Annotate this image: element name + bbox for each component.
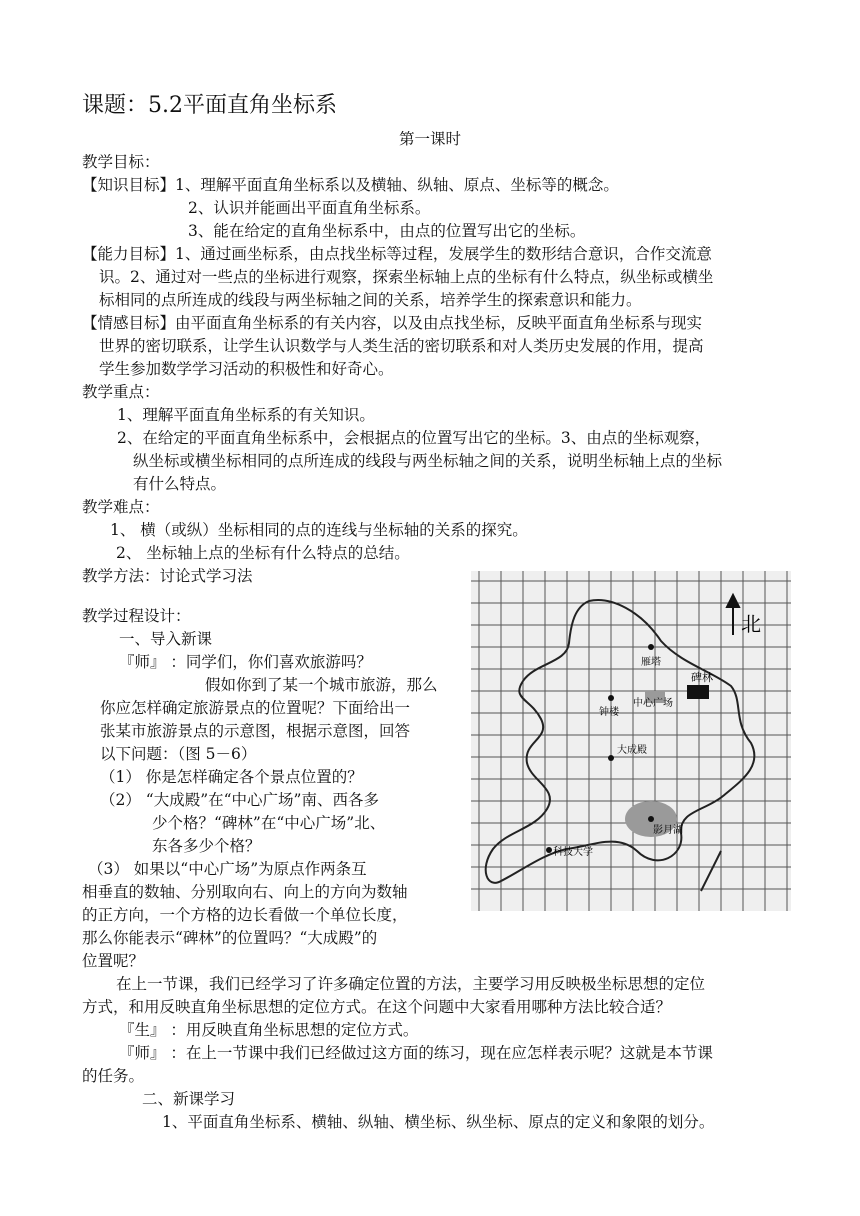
difficulties-heading: 教学难点： <box>82 498 160 516</box>
question-3-line-5: 位置呢？ <box>82 952 145 970</box>
map-label-dachengdian: 大成殿 <box>617 745 647 756</box>
teaching-method: 教学方法：讨论式学习法 <box>82 567 253 585</box>
ability-objective-line-3: 标相同的点所连成的线段与两坐标轴之间的关系，培养学生的探索意识和能力。 <box>99 291 642 309</box>
question-3-line-2: 相垂直的数轴、分别取向右、向上的方向为数轴 <box>82 883 408 901</box>
ability-objective-line-1: 【能力目标】1、通过画坐标系，由点找坐标等过程，发展学生的数形结合意识，合作交流意 <box>82 245 712 263</box>
key-point-2-line-1: 2、在给定的平面直角坐标系中，会根据点的位置写出它的坐标。3、由点的坐标观察， <box>117 429 711 447</box>
question-2-line-3: 东各多少个格？ <box>152 837 261 855</box>
beilin-block <box>687 685 709 699</box>
knowledge-objective-1: 【知识目标】1、理解平面直角坐标系以及横轴、纵轴、原点、坐标等的概念。 <box>82 176 619 194</box>
question-3-line-1: （3） 如果以“中心广场”为原点作两条互 <box>88 860 367 878</box>
teacher-question: 『师』 ：同学们，你们喜欢旅游吗？ <box>119 653 372 671</box>
emotion-objective-line-2: 世界的密切联系，让学生认识数学与人类生活的密切联系和对人类历史发展的作用，提高 <box>99 337 704 355</box>
tourist-map-figure <box>471 571 791 911</box>
map-label-beilin: 碑林 <box>691 671 713 684</box>
review-para-line-1: 在上一节课，我们已经学习了许多确定位置的方法，主要学习用反映极坐标思想的定位 <box>116 975 706 993</box>
teacher-reply-line-1: 『师』 ：在上一节课中我们已经做过这方面的练习，现在应怎样表示呢？这就是本节课 <box>119 1044 713 1062</box>
knowledge-objective-3: 3、能在给定的直角坐标系中，由点的位置写出它的坐标。 <box>188 222 586 240</box>
key-points-heading: 教学重点： <box>82 383 160 401</box>
question-3-line-3: 的正方向，一个方格的边长看做一个单位长度， <box>82 906 408 924</box>
question-2-line-2: 少个格？“碑林”在“中心广场”北、 <box>152 814 386 832</box>
emotion-objective-line-3: 学生参加数学学习活动的积极性和好奇心。 <box>99 360 394 378</box>
intro-para-line-2: 你应怎样确定旅游景点的位置呢？下面给出一 <box>100 699 411 717</box>
key-point-2-line-3: 有什么特点。 <box>133 475 227 493</box>
key-point-1: 1、理解平面直角坐标系的有关知识。 <box>117 406 375 424</box>
intro-para-line-4: 以下问题：（图 5－6） <box>100 745 257 763</box>
teacher-reply-line-2: 的任务。 <box>82 1067 145 1085</box>
difficulty-1: 1、 横（或纵）坐标相同的点的连线与坐标轴的关系的探究。 <box>110 521 528 539</box>
knowledge-objective-2: 2、认识并能画出平面直角坐标系。 <box>188 199 431 217</box>
key-point-2-line-2: 纵坐标或横坐标相同的点所连成的线段与两坐标轴之间的关系，说明坐标轴上点的坐标 <box>133 452 723 470</box>
difficulty-2: 2、 坐标轴上点的坐标有什么特点的总结。 <box>116 544 410 562</box>
review-para-line-2: 方式，和用反映直角坐标思想的定位方式。在这个问题中大家看用哪种方法比较合适？ <box>82 998 672 1016</box>
new-lesson-item-1: 1、平面直角坐标系、横轴、纵轴、横坐标、纵坐标、原点的定义和象限的划分。 <box>162 1113 715 1131</box>
map-label-zhonglou: 钟楼 <box>599 707 619 718</box>
map-label-university: 科技大学 <box>553 847 593 858</box>
section-1-heading: 一、导入新课 <box>119 630 213 648</box>
student-answer: 『生』 ：用反映直角坐标思想的定位方式。 <box>119 1021 419 1039</box>
intro-para-line-3: 张某市旅游景点的示意图，根据示意图，回答 <box>100 722 411 740</box>
map-label-yanta: 雁塔 <box>641 657 661 668</box>
intro-para-line-1: 假如你到了某一个城市旅游，那么 <box>205 676 438 694</box>
emotion-objective-line-1: 【情感目标】由平面直角坐标系的有关内容，以及由点找坐标，反映平面直角坐标系与现实 <box>82 314 703 332</box>
process-heading: 教学过程设计： <box>82 607 191 625</box>
question-3-line-4: 那么你能表示“碑林”的位置吗？“大成殿”的 <box>82 929 378 947</box>
objectives-heading: 教学目标： <box>82 153 160 171</box>
map-label-center-square: 中心广场 <box>633 698 673 709</box>
question-1: （1） 你是怎样确定各个景点位置的？ <box>100 768 363 786</box>
ability-objective-line-2: 识。2、通过对一些点的坐标进行观察，探索坐标轴上点的坐标有什么特点，纵坐标或横坐 <box>99 268 714 286</box>
question-2-line-1: （2） “大成殿”在“中心广场”南、西各多 <box>100 791 379 809</box>
lesson-title: 课题：5.2平面直角坐标系 <box>82 93 337 118</box>
north-label: 北 <box>741 612 761 636</box>
section-2-heading: 二、新课学习 <box>142 1090 236 1108</box>
lesson-period: 第一课时 <box>398 130 461 148</box>
map-label-yingyuehu: 影月湖 <box>653 825 683 836</box>
